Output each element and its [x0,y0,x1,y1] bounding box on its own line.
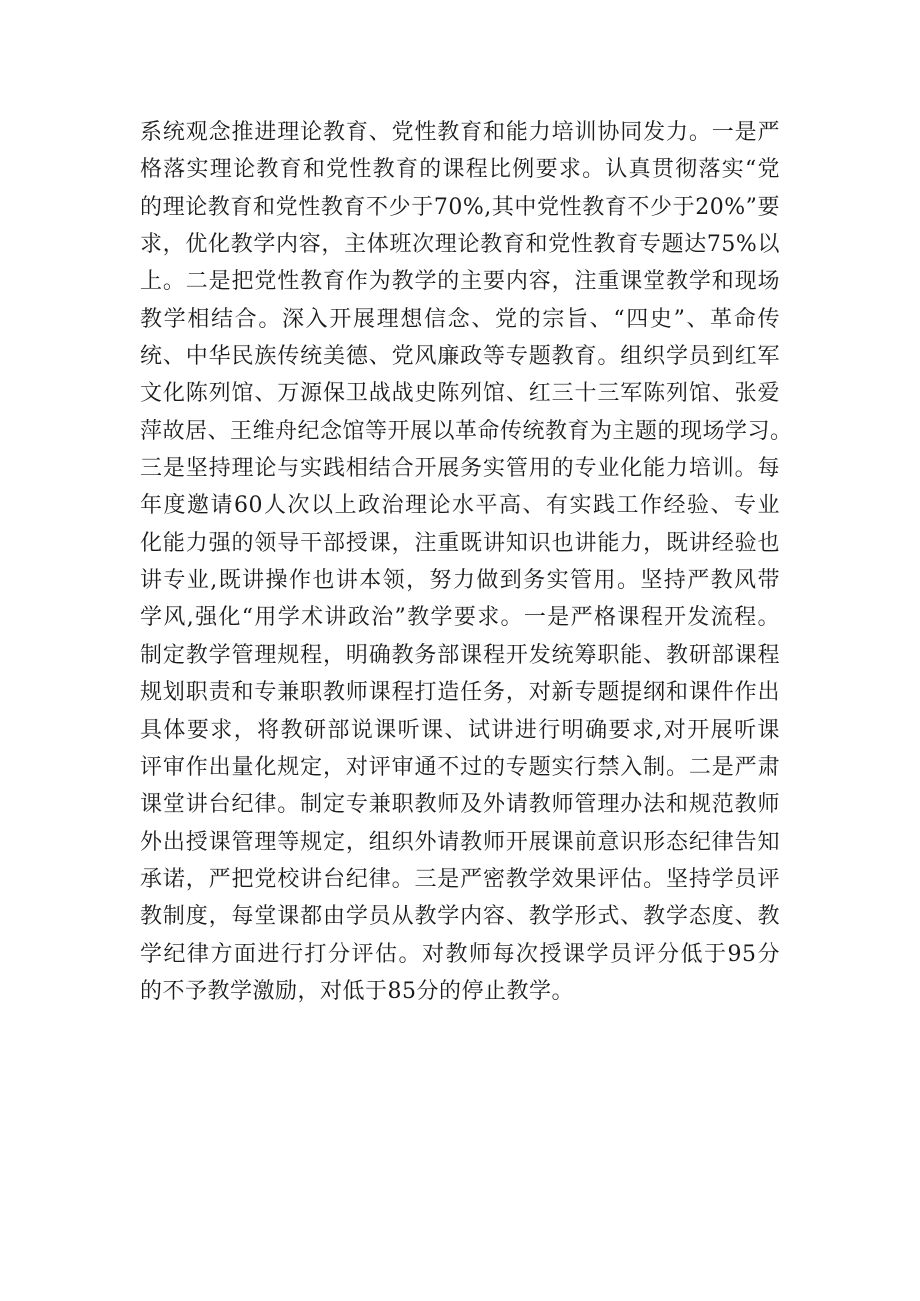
text-line: 学风,强化“用学术讲政治”教学要求。一是严格课程开发流程。 [140,605,780,631]
text-line: 系统观念推进理论教育、党性教育和能力培训协同发力。一是严 [140,120,780,145]
text-line: 学纪律方面进行打分评估。对教师每次授课学员评分低于95分 [140,941,780,967]
text-line: 承诺，严把党校讲台纪律。三是严密教学效果评估。坚持学员评 [140,866,780,892]
text-line: 萍故居、王维舟纪念馆等开展以革命传统教育为主题的现场学习。 [140,418,793,444]
text-line: 化能力强的领导干部授课，注重既讲知识也讲能力，既讲经验也 [140,530,780,556]
text-line: 的不予教学激励，对低于85分的停止教学。 [140,978,574,1004]
text-line: 求，优化教学内容，主体班次理论教育和党性教育专题达75%以 [140,232,780,258]
text-line: 教学相结合。深入开展理想信念、党的宗旨、“四史”、革命传 [140,306,780,332]
text-line: 外出授课管理等规定，组织外请教师开展课前意识形态纪律告知 [140,829,780,855]
text-line: 上。二是把党性教育作为教学的主要内容，注重课堂教学和现场 [140,269,780,295]
text-line: 课堂讲台纪律。制定专兼职教师及外请教师管理办法和规范教师 [140,792,780,818]
text-line: 三是坚持理论与实践相结合开展务实管用的专业化能力培训。每 [140,456,780,482]
text-line: 教制度，每堂课都由学员从教学内容、教学形式、教学态度、教 [140,904,780,930]
body-paragraph [140,114,793,1010]
text-line: 制定教学管理规程，明确教务部课程开发统筹职能、教研部课程 [140,642,780,668]
text-line: 年度邀请60人次以上政治理论水平高、有实践工作经验、专业 [140,493,780,519]
text-line: 具体要求，将教研部说课听课、试讲进行明确要求,对开展听课 [140,717,780,743]
text-line: 的理论教育和党性教育不少于70%,其中党性教育不少于20%”要 [140,194,780,220]
text-line: 评审作出量化规定，对评审通不过的专题实行禁入制。二是严肃 [140,754,780,780]
text-line: 格落实理论教育和党性教育的课程比例要求。认真贯彻落实“党 [140,157,780,183]
text-line: 文化陈列馆、万源保卫战战史陈列馆、红三十三军陈列馆、张爱 [140,381,780,407]
text-line: 统、中华民族传统美德、党风廉政等专题教育。组织学员到红军 [140,344,780,370]
text-line: 讲专业,既讲操作也讲本领，努力做到务实管用。坚持严教风带 [140,568,780,594]
text-line: 规划职责和专兼职教师课程打造任务，对新专题提纲和课件作出 [140,680,780,706]
